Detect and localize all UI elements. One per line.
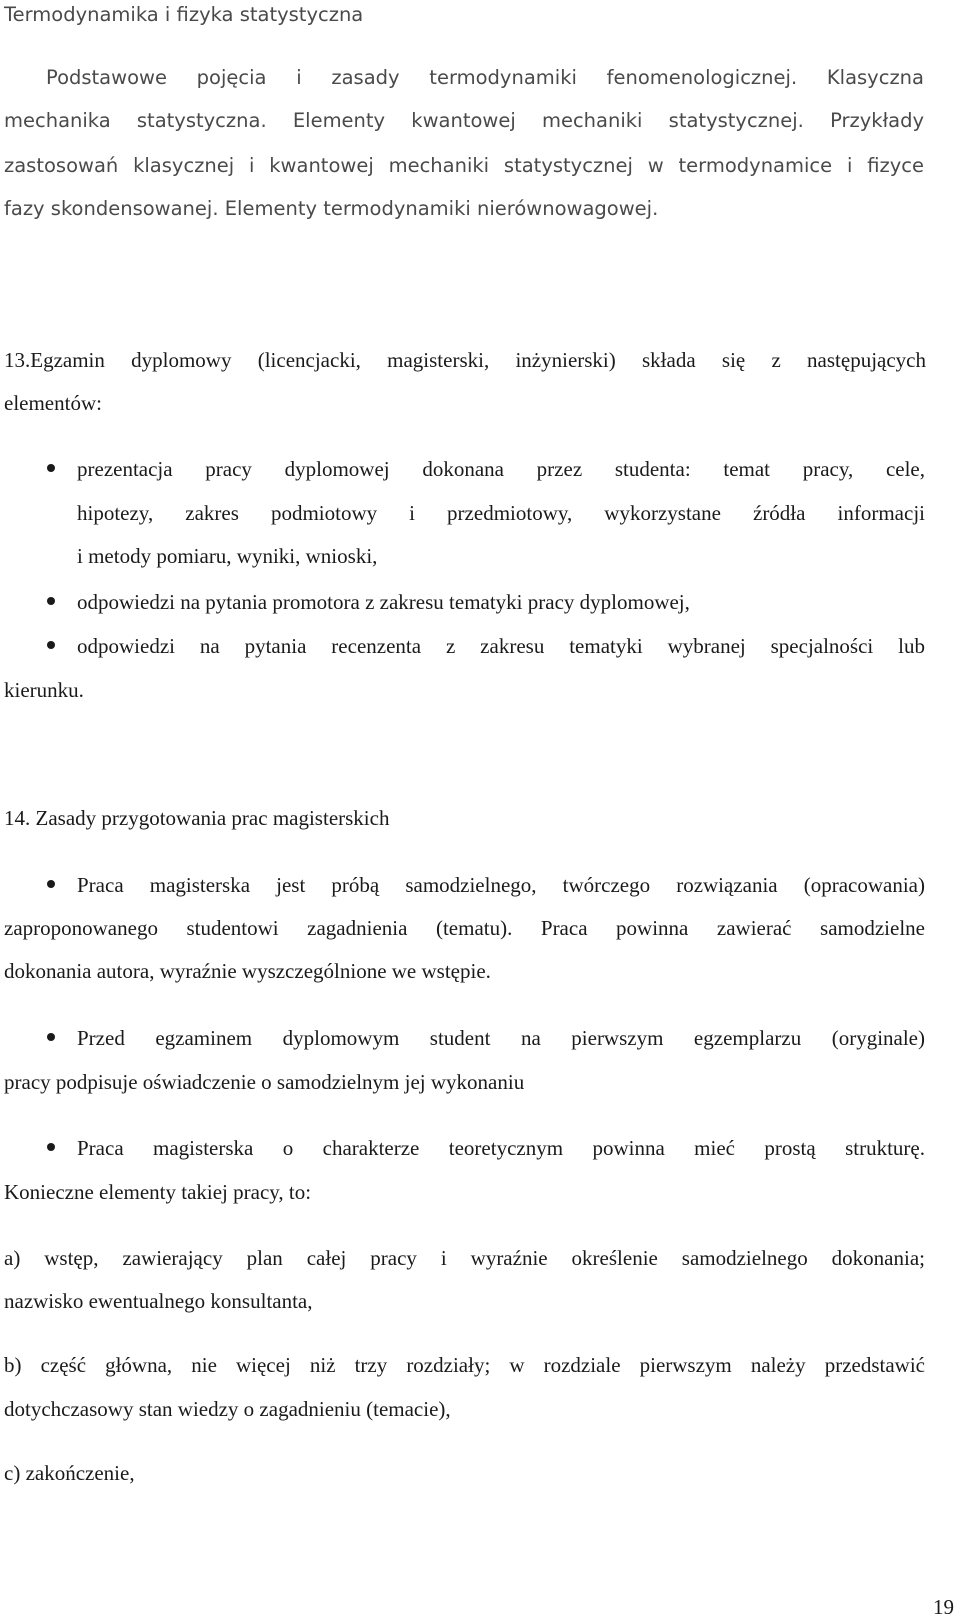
list-item-line: Praca magisterska jest próbą samodzielnego, twórczego rozwiązania (opracowania) <box>77 873 925 897</box>
section-13-heading-line: elementów: <box>4 391 102 415</box>
intro-line: fazy skondensowanej. Elementy termodynamiki nierównowagowej. <box>4 197 659 220</box>
bullet-icon <box>47 641 55 649</box>
list-item-line: prezentacja pracy dyplomowej dokonana przez studenta: temat pracy, cele, <box>77 457 925 481</box>
list-item-line: zaproponowanego studentowi zagadnienia (tematu). Praca powinna zawierać samodzielne <box>4 916 925 940</box>
lettered-item-line: nazwisko ewentualnego konsultanta, <box>4 1289 313 1313</box>
section-14-heading: 14. Zasady przygotowania prac magisterskich <box>4 806 390 830</box>
lettered-item-line: dotychczasowy stan wiedzy o zagadnieniu (temacie), <box>4 1397 451 1421</box>
list-item-line: odpowiedzi na pytania promotora z zakresu tematyki pracy dyplomowej, <box>77 590 690 614</box>
section-13-heading-line: 13.Egzamin dyplomowy (licencjacki, magisterski, inżynierski) składa się z następujących <box>4 348 926 372</box>
list-item-line: pracy podpisuje oświadczenie o samodzielnym jej wykonaniu <box>4 1070 525 1094</box>
list-item-line: dokonania autora, wyraźnie wyszczególnione we wstępie. <box>4 959 491 983</box>
lettered-item-line: b) część główna, nie więcej niż trzy rozdziały; w rozdziale pierwszym należy przedstawić <box>4 1353 925 1377</box>
document-header-title: Termodynamika i fizyka statystyczna <box>4 3 364 26</box>
list-item-line: hipotezy, zakres podmiotowy i przedmiotowy, wykorzystane źródła informacji <box>77 501 925 525</box>
list-item-line: Praca magisterska o charakterze teoretycznym powinna mieć prostą strukturę. <box>77 1136 925 1160</box>
intro-line: Podstawowe pojęcia i zasady termodynamiki fenomenologicznej. Klasyczna <box>46 66 924 89</box>
bullet-icon <box>47 464 55 472</box>
bullet-icon <box>47 880 55 888</box>
intro-line: mechanika statystyczna. Elementy kwantowej mechaniki statystycznej. Przykłady <box>4 109 924 132</box>
bullet-icon <box>47 1033 55 1041</box>
page-number: 19 <box>933 1595 954 1619</box>
bullet-icon <box>47 597 55 605</box>
list-item-line: i metody pomiaru, wyniki, wnioski, <box>77 544 378 568</box>
list-item-line: odpowiedzi na pytania recenzenta z zakresu tematyki wybranej specjalności lub <box>77 634 925 658</box>
list-item-line: kierunku. <box>4 678 84 702</box>
lettered-item-line: a) wstęp, zawierający plan całej pracy i wyraźnie określenie samodzielnego dokonania; <box>4 1246 925 1270</box>
intro-line: zastosowań klasycznej i kwantowej mechaniki statystycznej w termodynamice i fizyce <box>4 154 924 177</box>
list-item-line: Przed egzaminem dyplomowym student na pierwszym egzemplarzu (oryginale) <box>77 1026 925 1050</box>
lettered-item-line: c) zakończenie, <box>4 1461 135 1485</box>
list-item-line: Konieczne elementy takiej pracy, to: <box>4 1180 312 1204</box>
bullet-icon <box>47 1143 55 1151</box>
